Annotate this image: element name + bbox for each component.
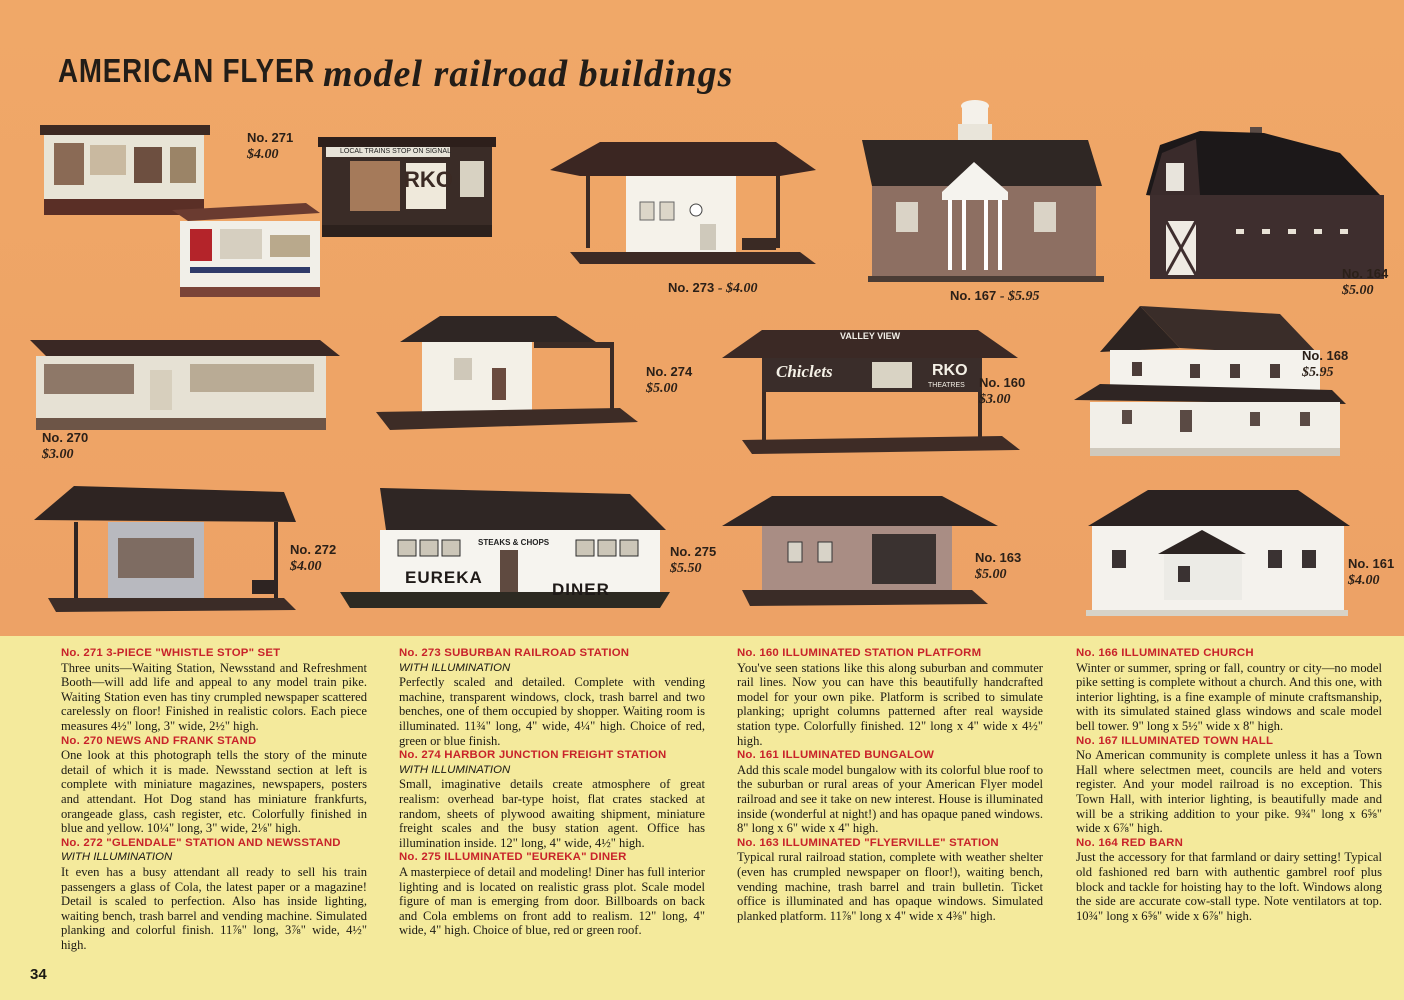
brand-title: AMERICAN FLYER — [58, 52, 316, 89]
building-163 — [722, 496, 998, 614]
entry-body: Perfectly scaled and detailed. Complete with vending machine, transparent windows, clock, trash barrel and two benches, one of them occupied by shopper. Waiting room is illuminated. 11¾" long, 4" wide, 4¼" high. Choice of red, green or blue finish. — [399, 675, 705, 748]
sign-chiclets: Chiclets — [776, 362, 833, 381]
building-164 — [1140, 125, 1384, 285]
model-number: No. 270 — [42, 430, 89, 445]
price: $3.00 — [979, 392, 1011, 407]
sign-valley-view: VALLEY VIEW — [840, 331, 901, 341]
price: $4.00 — [247, 147, 279, 162]
description-column-3 — [737, 646, 1043, 923]
model-number: No. 272 — [290, 542, 337, 557]
label-161 — [1348, 556, 1394, 589]
entry-heading: No. 273 SUBURBAN RAILROAD STATION — [399, 647, 630, 659]
entry-body: You've seen stations like this along suburban and commuter rail lines. Now you can have this beautifully handcrafted model for your own pike. Platform is scribed to simulate planking; upright columns patterned after real wayside station type. Colorfully finished. 12" long x 4" wide x 4½" high. — [737, 660, 1043, 748]
price: $3.00 — [42, 447, 74, 462]
sign-rko: RKO — [404, 167, 453, 192]
model-number: No. 161 — [1348, 556, 1395, 571]
entry-body: A masterpiece of detail and modeling! Diner has full interior lighting and is located on realistic grass plot. Scale model figure of man is emerging from door. Billboards on back and Cola emblems on front add to realism. 12" long, 4" wide, 4" high. Choice of blue, red or green roof. — [399, 864, 705, 938]
model-number: No. 274 — [646, 364, 693, 379]
entry-heading: No. 270 NEWS AND FRANK STAND — [61, 734, 257, 747]
price: $5.95 — [1302, 365, 1334, 380]
label-274 — [646, 364, 692, 397]
building-274 — [370, 312, 642, 434]
model-number: No. 168 — [1302, 348, 1349, 363]
entry-body: One look at this photograph tells the story of the minute detail of which it is made. Newsstand section at left is complete with miniature magazines, newspapers, posters and attendant. Hot Dog stand has miniature frankfurts, orangeade glass, cash register, etc. Colorfully finished in blue and yellow. 10¼" long, 3" wide, 2⅛" high. — [61, 748, 367, 836]
label-272 — [290, 542, 336, 575]
description-column-4 — [1076, 646, 1382, 923]
entry-heading: No. 164 RED BARN — [1076, 836, 1184, 849]
description-column-1 — [61, 646, 367, 952]
building-275 — [340, 484, 670, 612]
entry-subheading: WITH ILLUMINATION — [399, 763, 511, 776]
entry-body: Three units—Waiting Station, Newsstand and Refreshment Booth—will add life and appeal to any model train pike. Waiting Station even has tiny crumpled newspaper scattered carelessly on floor! Finished in realistic colors. Each piece measures 4½" long, 3" wide, 2½" high. — [61, 660, 367, 733]
price: - $4.00 — [717, 281, 758, 296]
model-number: No. 164 — [1342, 266, 1389, 281]
price: $5.50 — [670, 561, 702, 576]
building-273 — [540, 140, 820, 280]
model-number: No. 273 — [668, 280, 715, 295]
label-270 — [42, 430, 88, 463]
entry-heading: No. 272 "GLENDALE" STATION AND NEWSSTAND — [61, 836, 341, 849]
entry-heading: No. 160 ILLUMINATED STATION PLATFORM — [737, 647, 982, 659]
sign-diner: DINER — [552, 580, 610, 599]
entry-heading: No. 166 ILLUMINATED CHURCH — [1076, 647, 1254, 659]
entry-heading: No. 161 ILLUMINATED BUNGALOW — [737, 749, 935, 762]
entry-subheading: WITH ILLUMINATION — [399, 661, 511, 674]
sign-steaks-chops: STEAKS & CHOPS — [478, 538, 550, 547]
sign-local-trains: LOCAL TRAINS STOP ON SIGNAL — [340, 148, 451, 155]
model-number: No. 160 — [979, 375, 1026, 390]
model-number: No. 275 — [670, 544, 717, 559]
building-272 — [34, 482, 296, 614]
label-160 — [979, 375, 1025, 408]
price: - $5.95 — [999, 289, 1040, 304]
entry-heading: No. 271 3-PIECE "WHISTLE STOP" SET — [61, 647, 281, 659]
model-number: No. 167 — [950, 288, 997, 303]
label-273 — [668, 280, 758, 297]
label-167 — [950, 288, 1040, 305]
entry-body: Winter or summer, spring or fall, country or city—no model pike setting is complete without a church. And this one, with interior lighting, is a fine example of minute craftsmanship, with its simulated stained glass windows and scale model bell tower. 9" long x 5½" wide x 8" high. — [1076, 660, 1382, 733]
price: $4.00 — [290, 559, 322, 574]
entry-heading: No. 275 ILLUMINATED "EUREKA" DINER — [399, 851, 627, 864]
building-270 — [30, 334, 340, 434]
price: $5.00 — [975, 567, 1007, 582]
sign-eureka: EUREKA — [405, 568, 483, 587]
entry-body: Typical rural railroad station, complete with weather shelter (even has crumpled newspaper on floor!), waiting bench, vending machine, trash barrel and train bulletin. Ticket office is illuminated and has opaque windows. Simulated planked platform. 11⅞" long x 4" wide x 4⅜" high. — [737, 850, 1043, 923]
entry-body: Just the accessory for that farmland or dairy setting! Typical old fashioned red barn with authentic gambrel roof plus block and tackle for hoisting hay to the loft. Windows along the side are accurate cow-stall type. Note ventilators at top. 10¾" long x 6⅝" wide x 6⅞" high. — [1076, 850, 1382, 923]
model-number: No. 163 — [975, 550, 1022, 565]
entry-subheading: WITH ILLUMINATION — [61, 851, 173, 864]
entry-body: Add this scale model bungalow with its colorful blue roof to the suburban or rural areas of your American Flyer model railroad and see it take on new interest. House is illuminated inside (wonderful at night!) and has opaque paned windows. 8" long x 6" wide x 4" high. — [737, 762, 1043, 836]
building-167 — [858, 100, 1108, 285]
price: $4.00 — [1348, 573, 1380, 588]
entry-body: No American community is complete unless it has a Town Hall where selectmen meet, councils are held and voters register. And your model railroad is no exception. This Town Hall, with interior lighting, is beautifully made and will be a striking addition to your pike. 9¾" long x 6⅝" wide x 6⅞" high. — [1076, 748, 1382, 836]
sign-theatres: THEATRES — [928, 382, 965, 389]
entry-body: It even has a busy attendant all ready to sell his train passengers a glass of Cola, the latest paper or a magazine! Detail is scaled to perfection. Also has inside lighting, waiting bench, trash barrel and vending machine. Simulated planking and colorful finish. 11⅞" long, 3⅞" wide, 4½" high. — [61, 864, 367, 952]
entry-heading: No. 274 HARBOR JUNCTION FREIGHT STATION — [399, 749, 667, 762]
page-subtitle: model railroad buildings — [323, 53, 734, 95]
building-160 — [722, 326, 1022, 456]
entry-body: Small, imaginative details create atmosphere of great realism: overhead bar-type hoist, flat crates stacked at random, sheets of plywood awaiting shipment, miniature freight scales and the busy station agent. Office has illumination inside. 12" long, 4" wide, 4½" high. — [399, 777, 705, 850]
building-161 — [1068, 486, 1352, 620]
sign-rko-160: RKO — [932, 362, 968, 379]
page-number: 34 — [30, 966, 47, 983]
model-number: No. 271 — [247, 130, 294, 145]
label-163 — [975, 550, 1021, 583]
label-168 — [1302, 348, 1348, 381]
entry-heading: No. 167 ILLUMINATED TOWN HALL — [1076, 734, 1274, 747]
label-275 — [670, 544, 716, 577]
label-271 — [247, 130, 293, 163]
price: $5.00 — [1342, 283, 1374, 298]
price: $5.00 — [646, 381, 678, 396]
description-column-2 — [399, 646, 705, 938]
entry-heading: No. 163 ILLUMINATED "FLYERVILLE" STATION — [737, 836, 999, 849]
